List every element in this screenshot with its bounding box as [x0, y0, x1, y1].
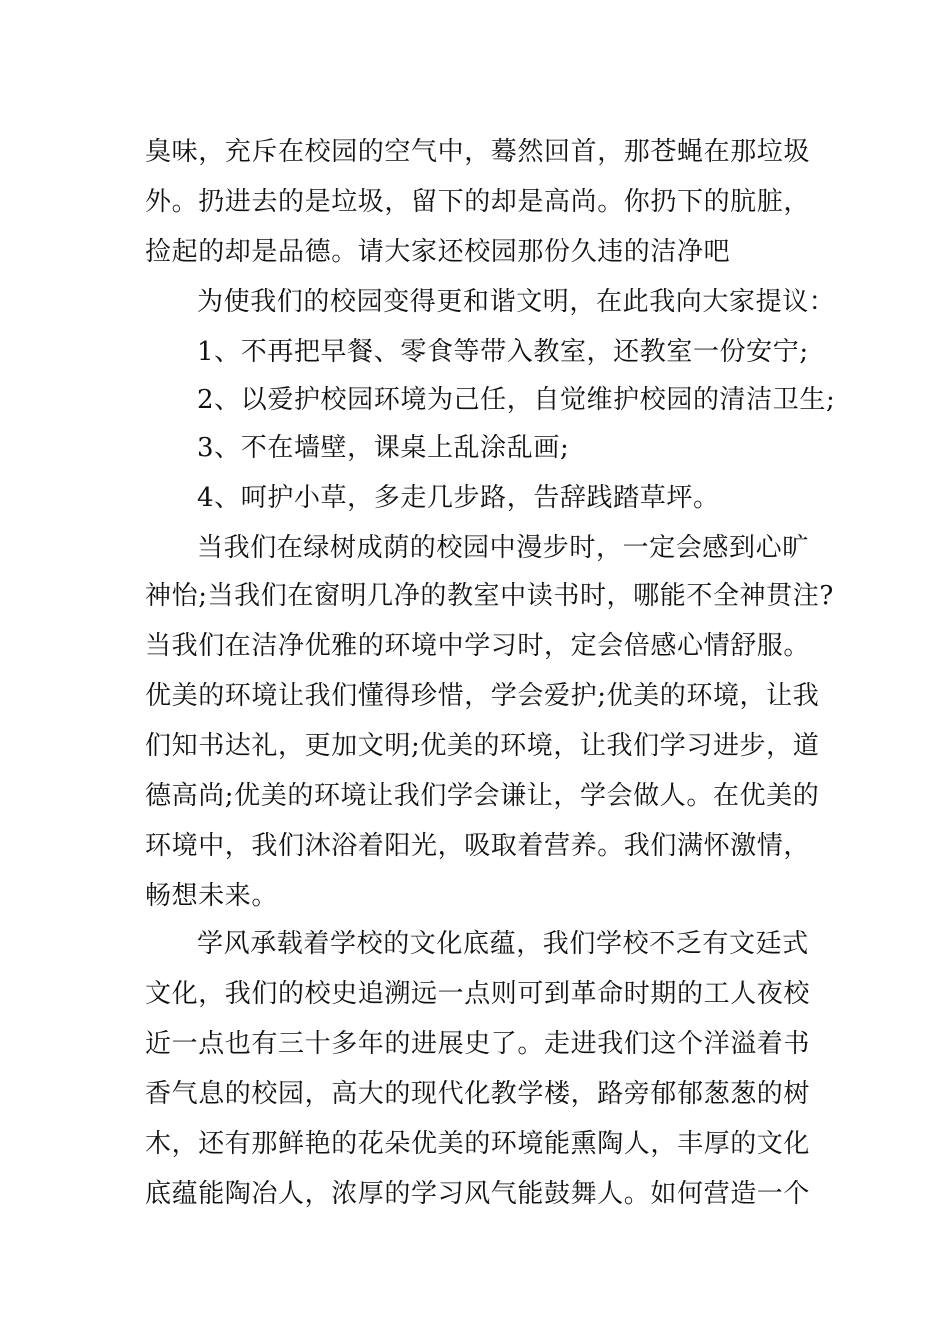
text-line: 臭味，充斥在校园的空气中，蓦然回首，那苍蝇在那垃圾: [145, 137, 811, 167]
text-line: 木，还有那鲜艳的花朵优美的环境能熏陶人，丰厚的文化: [145, 1129, 811, 1159]
text-line: 为使我们的校园变得更和谐文明，在此我向大家提议：: [197, 287, 836, 317]
text-line: 当我们在绿树成荫的校园中漫步时，一定会感到心旷: [197, 533, 809, 563]
text-line: 环境中，我们沐浴着阳光，吸取着营养。我们满怀激情，: [145, 831, 811, 861]
text-line: 学风承载着学校的文化底蕴，我们学校不乏有文廷式: [197, 929, 809, 959]
text-line: 们知书达礼，更加文明;优美的环境，让我们学习进步，道: [145, 731, 820, 761]
text-line: 当我们在洁净优雅的环境中学习时，定会倍感心情舒服。: [145, 631, 811, 661]
text-line: 德高尚;优美的环境让我们学会谦让，学会做人。在优美的: [145, 781, 820, 811]
text-line: 底蕴能陶冶人，浓厚的学习风气能鼓舞人。如何营造一个: [145, 1179, 811, 1209]
text-line: 文化，我们的校史追溯远一点则可到革命时期的工人夜校: [145, 979, 811, 1009]
text-line: 2、以爱护校园环境为己任，自觉维护校园的清洁卫生;: [197, 385, 836, 415]
text-line: 外。扔进去的是垃圾，留下的却是高尚。你扔下的肮脏，: [145, 187, 811, 217]
text-line: 优美的环境让我们懂得珍惜，学会爱护;优美的环境，让我: [145, 681, 820, 711]
text-line: 1、不再把早餐、零食等带入教室，还教室一份安宁;: [197, 337, 809, 367]
text-line: 4、呵护小草，多走几步路，告辞践踏草坪。: [197, 483, 720, 513]
text-line: 神怡;当我们在窗明几净的教室中读书时，哪能不全神贯注?: [145, 581, 834, 611]
text-line: 畅想未来。: [145, 881, 279, 911]
text-line: 捡起的却是品德。请大家还校园那份久违的洁净吧: [145, 237, 731, 267]
text-line: 3、不在墙壁，课桌上乱涂乱画;: [197, 433, 570, 463]
text-line: 近一点也有三十多年的进展史了。走进我们这个洋溢着书: [145, 1029, 811, 1059]
text-line: 香气息的校园，高大的现代化教学楼，路旁郁郁葱葱的树: [145, 1079, 811, 1109]
